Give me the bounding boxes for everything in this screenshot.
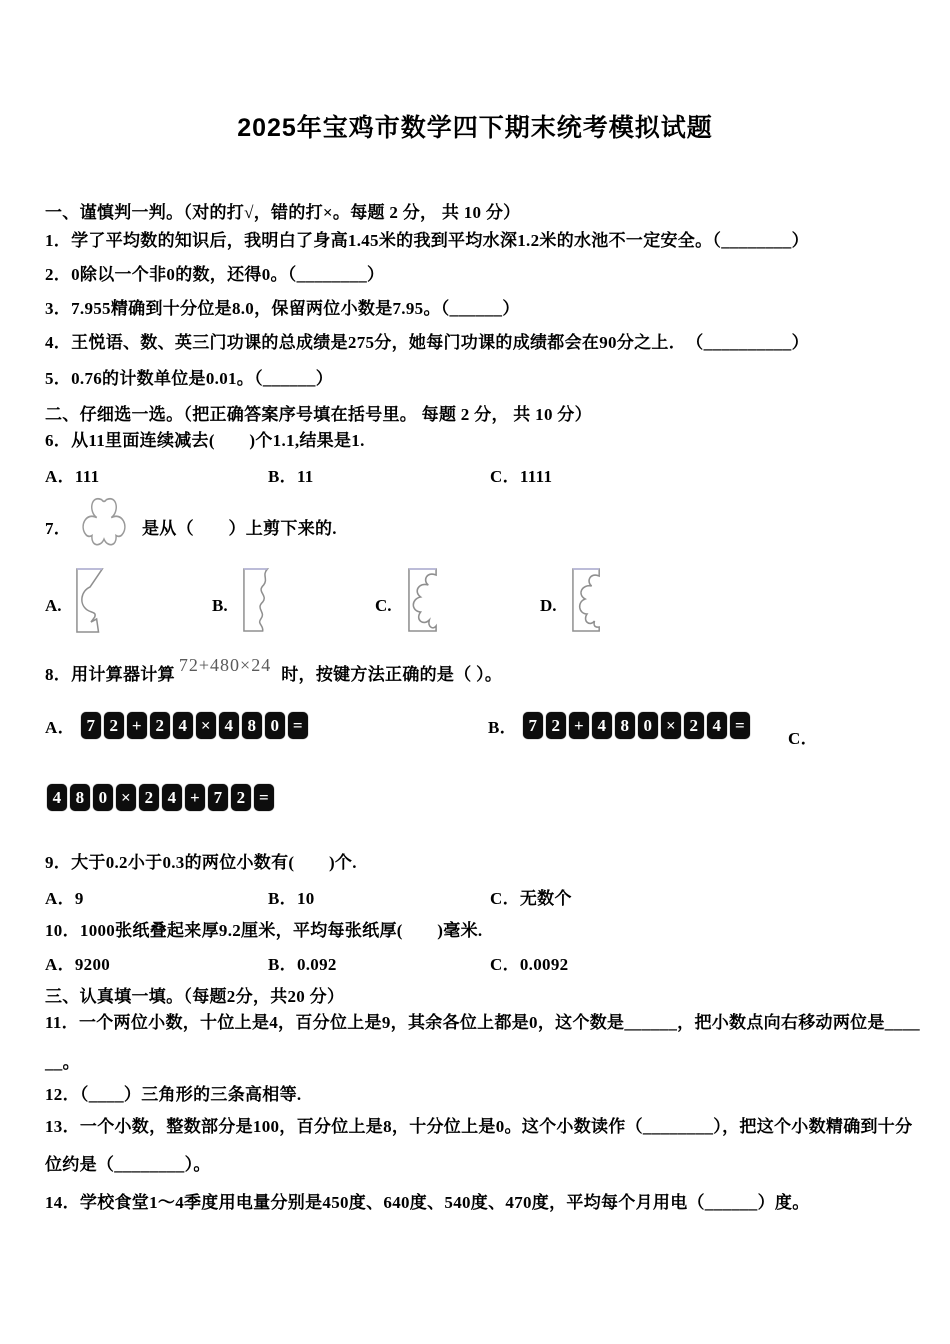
calculator-key: + bbox=[185, 784, 205, 811]
question-7-number: 7． bbox=[45, 519, 72, 538]
calculator-key: 4 bbox=[707, 712, 727, 739]
calculator-key: 7 bbox=[523, 712, 543, 739]
question-6-option-a: A．111 bbox=[45, 467, 100, 486]
clover-shape-image bbox=[74, 486, 134, 552]
fill-question-11-line2: __。 bbox=[45, 1053, 80, 1072]
fill-question-12: 12．（____）三角形的三条高相等. bbox=[45, 1085, 302, 1104]
question-10-option-b: B．0.092 bbox=[268, 955, 337, 974]
calculator-key: 2 bbox=[231, 784, 251, 811]
section1-heading: 一、谨慎判一判。（对的打√，错的打×。每题 2 分， 共 10 分） bbox=[45, 203, 521, 222]
fill-question-14: 14．学校食堂1～4季度用电量分别是450度、640度、540度、470度，平均每个月用电（______）度。 bbox=[45, 1193, 810, 1212]
question-8-suffix: 时，按键方法正确的是（ ）。 bbox=[281, 665, 503, 684]
question-8-option-c-label: C． bbox=[788, 729, 818, 748]
question-7-text: 是从（ ）上剪下来的. bbox=[142, 519, 337, 538]
fill-question-13-line1: 13．一个小数，整数部分是100，百分位上是8，十分位上是0。这个小数读作（________），把这个小数精确到十分 bbox=[45, 1117, 913, 1136]
calculator-key: 4 bbox=[219, 712, 239, 739]
judge-question-5: 5．0.76的计数单位是0.01。（______） bbox=[45, 369, 333, 388]
question-7-option-a-label: A. bbox=[45, 596, 62, 615]
choice-question-6: 6．从11里面连续减去( )个1.1,结果是1. bbox=[45, 431, 365, 450]
calculator-key: 0 bbox=[265, 712, 285, 739]
question-8-option-b-row bbox=[488, 712, 753, 739]
question-9-option-b: B．10 bbox=[268, 889, 315, 908]
calculator-key: 7 bbox=[81, 712, 101, 739]
question-6-option-b: B．11 bbox=[268, 467, 314, 486]
question-8-option-b-label: B． bbox=[488, 718, 517, 737]
fill-question-11-line1: 11．一个两位小数，十位上是4，百分位上是9，其余各位上都是0，这个数是______，把小数点向右移动两位是____ bbox=[45, 1013, 920, 1032]
calculator-key: × bbox=[196, 712, 216, 739]
question-9-option-a: A．9 bbox=[45, 889, 84, 908]
question-7-option-c-label: C. bbox=[375, 596, 392, 615]
question-7-option-d-shape-image bbox=[572, 568, 602, 634]
judge-question-3: 3．7.955精确到十分位是8.0，保留两位小数是7.95。（______） bbox=[45, 299, 520, 318]
calculator-key: 4 bbox=[47, 784, 67, 811]
section3-heading: 三、认真填一填。（每题2分，共20 分） bbox=[45, 987, 345, 1006]
question-8-formula: 72+480×24 bbox=[178, 655, 272, 675]
question-7-option-b-label: B. bbox=[212, 596, 228, 615]
calculator-key: 0 bbox=[93, 784, 113, 811]
question-10-option-c: C．0.0092 bbox=[490, 955, 569, 974]
question-8-option-a-label: A． bbox=[45, 718, 75, 737]
fill-question-13-line2: 位约是（________）。 bbox=[45, 1155, 211, 1174]
question-10-option-a: A．9200 bbox=[45, 955, 111, 974]
calculator-key: 8 bbox=[242, 712, 262, 739]
judge-question-1: 1．学了平均数的知识后，我明白了身高1.45米的我到平均水深1.2米的水池不一定安全。（________） bbox=[45, 231, 809, 250]
calculator-key: + bbox=[569, 712, 589, 739]
calculator-key: = bbox=[254, 784, 274, 811]
page-title: 2025年宝鸡市数学四下期末统考模拟试题 bbox=[237, 114, 713, 142]
calculator-key: 2 bbox=[150, 712, 170, 739]
question-7-option-d-label: D. bbox=[540, 596, 557, 615]
choice-question-9: 9．大于0.2小于0.3的两位小数有( )个. bbox=[45, 853, 357, 872]
question-9-option-c: C．无数个 bbox=[490, 889, 572, 908]
calculator-key: 2 bbox=[139, 784, 159, 811]
question-8-option-c-row bbox=[47, 784, 277, 811]
calculator-key: + bbox=[127, 712, 147, 739]
question-8-prefix: 8．用计算器计算 bbox=[45, 665, 175, 684]
judge-question-2: 2．0除以一个非0的数，还得0。（________） bbox=[45, 265, 385, 284]
judge-question-4: 4．王悦语、数、英三门功课的总成绩是275分，她每门功课的成绩都会在90分之上． （__________） bbox=[45, 333, 809, 352]
calculator-key: 4 bbox=[592, 712, 612, 739]
calculator-key: × bbox=[661, 712, 681, 739]
question-6-option-c: C．1111 bbox=[490, 467, 553, 486]
calculator-key: × bbox=[116, 784, 136, 811]
calculator-key: 8 bbox=[70, 784, 90, 811]
question-7-option-a-shape-image bbox=[76, 568, 106, 634]
calculator-keys-c bbox=[47, 784, 277, 811]
calculator-key: 8 bbox=[615, 712, 635, 739]
section2-heading: 二、仔细选一选。（把正确答案序号填在括号里。 每题 2 分， 共 10 分） bbox=[45, 405, 592, 424]
calculator-key: 4 bbox=[173, 712, 193, 739]
calculator-key: = bbox=[288, 712, 308, 739]
question-7-option-b-shape-image bbox=[243, 568, 273, 634]
question-7-option-c-shape-image bbox=[408, 568, 439, 634]
question-8-option-a-row bbox=[45, 712, 311, 739]
calculator-keys-a bbox=[81, 712, 311, 739]
calculator-key: = bbox=[730, 712, 750, 739]
choice-question-10: 10．1000张纸叠起来厚9.2厘米，平均每张纸厚( )毫米. bbox=[45, 921, 483, 940]
calculator-key: 4 bbox=[162, 784, 182, 811]
calculator-key: 0 bbox=[638, 712, 658, 739]
calculator-key: 7 bbox=[208, 784, 228, 811]
calculator-keys-b bbox=[523, 712, 753, 739]
calculator-key: 2 bbox=[104, 712, 124, 739]
question-8-text bbox=[45, 655, 503, 685]
calculator-key: 2 bbox=[684, 712, 704, 739]
calculator-key: 2 bbox=[546, 712, 566, 739]
